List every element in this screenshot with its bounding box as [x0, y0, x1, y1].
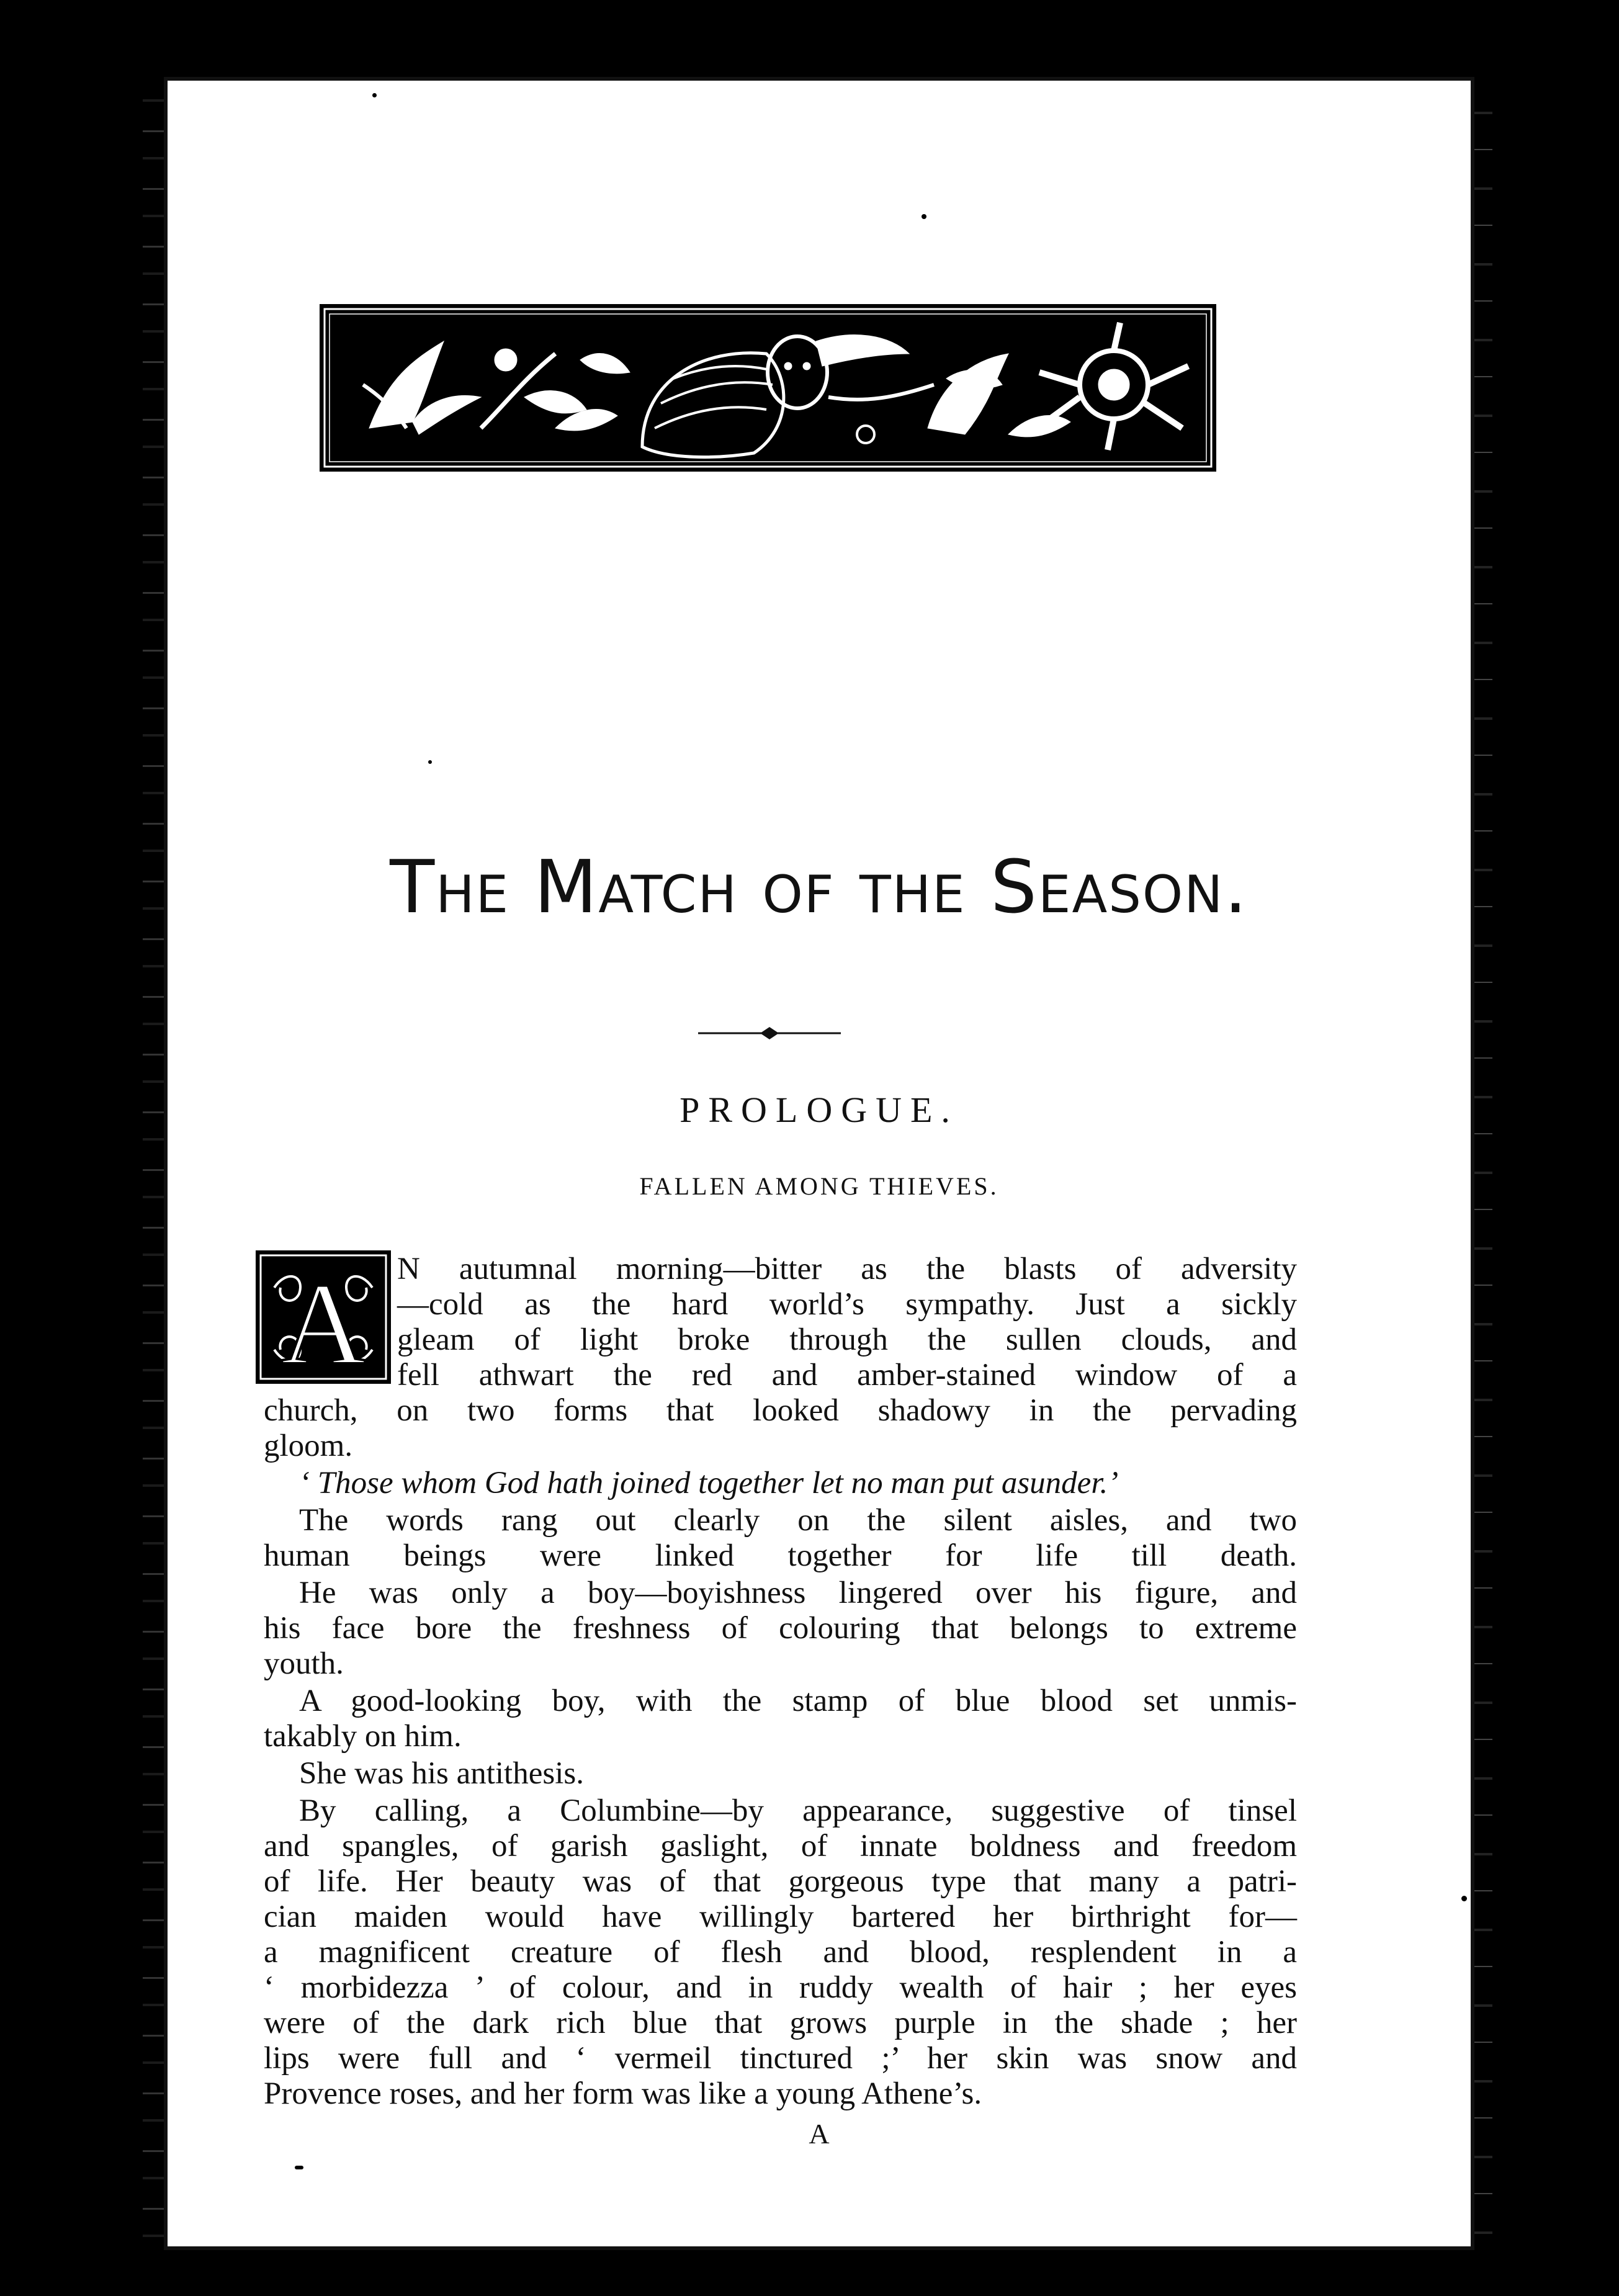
body-text-line: gloom. — [264, 1428, 353, 1463]
body-text-line: a magnificent creature of flesh and blood, resplendent in a — [264, 1935, 1297, 1970]
book-title: The Match of the Season. — [390, 844, 1249, 930]
body-text-line: ‘ morbidezza ’ of colour, and in ruddy wealth of hair ; her eyes — [264, 1970, 1297, 2005]
ornamental-rule — [698, 1024, 841, 1043]
scan-speck — [372, 93, 377, 97]
body-text-line: By calling, a Columbine—by appearance, suggestive of tinsel — [299, 1793, 1297, 1828]
chapter-subtitle: FALLEN AMONG THIEVES. — [639, 1172, 999, 1200]
body-text-line: youth. — [264, 1646, 344, 1681]
body-text-line: takably on him. — [264, 1719, 462, 1754]
scan-speck — [1461, 1896, 1467, 1901]
page-content — [168, 81, 1471, 2246]
scan-edge-right — [1468, 74, 1492, 2253]
initial-letter-glyph: A — [280, 1259, 366, 1384]
body-text-line: He was only a boy—boyishness lingered over his figure, and — [299, 1576, 1297, 1610]
body-text-line: were of the dark rich blue that grows purple in the shade ; her — [264, 2006, 1297, 2040]
body-text-line: She was his antithesis. — [299, 1756, 584, 1791]
body-text-line: lips were full and ‘ vermeil tinctured ;’ her skin was snow and — [264, 2041, 1297, 2076]
body-text-line: ‘ Those whom God hath joined together let no man put asunder.’ — [299, 1466, 1119, 1500]
body-text-line: Provence roses, and her form was like a young Athene’s. — [264, 2076, 982, 2111]
book-page — [168, 81, 1471, 2246]
scan-speck — [922, 214, 926, 219]
scan-speck — [295, 2166, 303, 2169]
body-text-line: church, on two forms that looked shadowy in the pervading — [264, 1393, 1297, 1428]
scan-speck — [428, 760, 432, 764]
decorated-initial-letter — [256, 1250, 391, 1384]
body-text-line: gleam of light broke through the sullen clouds, and — [397, 1322, 1297, 1357]
body-text-line: N autumnal morning—bitter as the blasts of adversity — [397, 1252, 1297, 1286]
ornamental-headpiece — [320, 304, 1216, 472]
signature-mark: A — [809, 2118, 830, 2150]
body-text-line: and spangles, of garish gaslight, of innate boldness and freedom — [264, 1829, 1297, 1863]
body-text-line: cian maiden would have willingly bartered her birthright for— — [264, 1899, 1297, 1934]
body-text-line: his face bore the freshness of colouring that belongs to extreme — [264, 1611, 1297, 1646]
prologue-heading: PROLOGUE. — [679, 1090, 959, 1130]
body-text-line: fell athwart the red and amber-stained window of a — [397, 1358, 1297, 1392]
body-text-line: of life. Her beauty was of that gorgeous type that many a patri- — [264, 1864, 1297, 1899]
body-text-line: human beings were linked together for life till death. — [264, 1538, 1297, 1573]
body-text-line: A good-looking boy, with the stamp of blue blood set unmis- — [299, 1684, 1297, 1718]
body-text-line: —cold as the hard world’s sympathy. Just a sickly — [397, 1287, 1297, 1322]
body-text-line: The words rang out clearly on the silent aisles, and two — [299, 1503, 1297, 1538]
